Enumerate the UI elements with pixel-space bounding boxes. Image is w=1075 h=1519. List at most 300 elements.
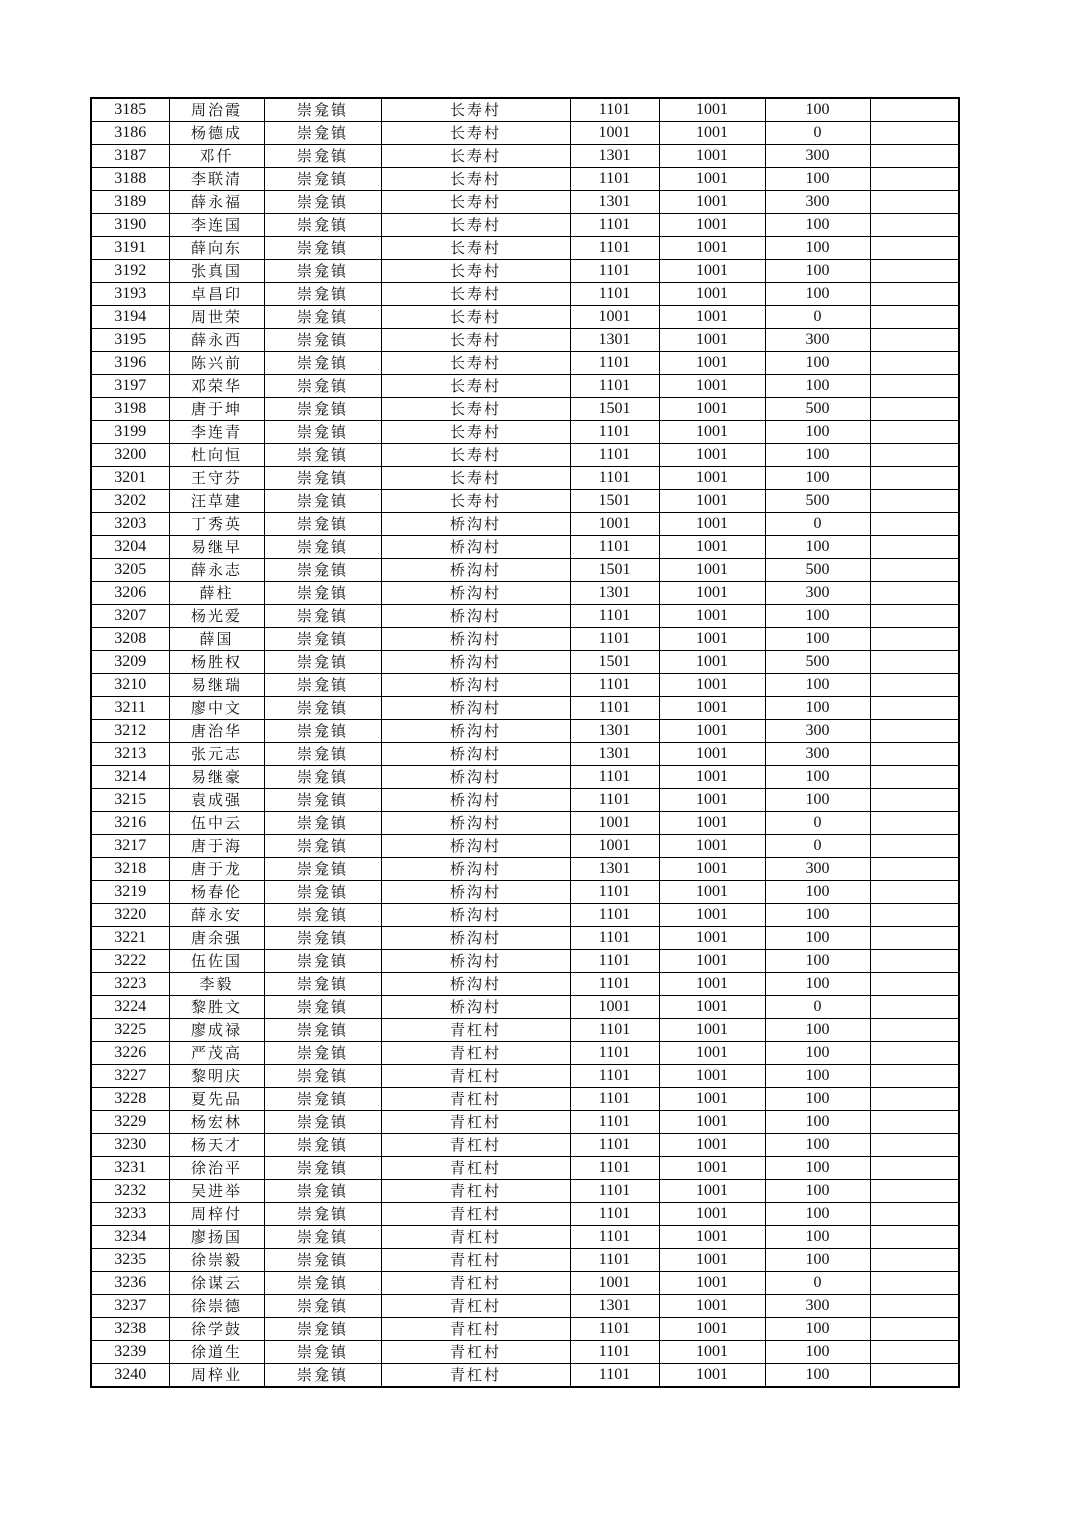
name-cell: 杨天才 — [169, 1134, 264, 1157]
code-b-cell: 1001 — [659, 904, 765, 927]
table-row — [91, 145, 959, 168]
name-cell: 徐道生 — [169, 1341, 264, 1364]
name-cell: 周治霞 — [169, 98, 264, 122]
code-b-cell: 1001 — [659, 1019, 765, 1042]
row-number-cell: 3226 — [91, 1042, 169, 1065]
table-row — [91, 1111, 959, 1134]
note-cell — [870, 467, 959, 490]
code-a-cell: 1101 — [570, 973, 659, 996]
row-number-cell: 3212 — [91, 720, 169, 743]
row-number-cell: 3199 — [91, 421, 169, 444]
code-b-cell: 1001 — [659, 1341, 765, 1364]
village-cell: 长寿村 — [381, 214, 570, 237]
note-cell — [870, 490, 959, 513]
note-cell — [870, 835, 959, 858]
row-number-cell: 3220 — [91, 904, 169, 927]
village-cell: 青杠村 — [381, 1134, 570, 1157]
name-cell: 杨春伦 — [169, 881, 264, 904]
row-number-cell: 3227 — [91, 1065, 169, 1088]
table-row — [91, 881, 959, 904]
amount-cell: 100 — [765, 628, 870, 651]
amount-cell: 100 — [765, 1042, 870, 1065]
name-cell: 杨光爱 — [169, 605, 264, 628]
name-cell: 周梓付 — [169, 1203, 264, 1226]
code-b-cell: 1001 — [659, 996, 765, 1019]
code-b-cell: 1001 — [659, 536, 765, 559]
code-a-cell: 1101 — [570, 789, 659, 812]
note-cell — [870, 743, 959, 766]
table-row — [91, 1134, 959, 1157]
code-a-cell: 1501 — [570, 559, 659, 582]
table-row — [91, 214, 959, 237]
village-cell: 桥沟村 — [381, 605, 570, 628]
amount-cell: 100 — [765, 1065, 870, 1088]
amount-cell: 100 — [765, 536, 870, 559]
amount-cell: 100 — [765, 352, 870, 375]
amount-cell: 100 — [765, 1180, 870, 1203]
town-cell: 崇龛镇 — [264, 1180, 381, 1203]
row-number-cell: 3194 — [91, 306, 169, 329]
code-b-cell: 1001 — [659, 927, 765, 950]
note-cell — [870, 996, 959, 1019]
note-cell — [870, 145, 959, 168]
note-cell — [870, 168, 959, 191]
code-a-cell: 1101 — [570, 1226, 659, 1249]
village-cell: 长寿村 — [381, 329, 570, 352]
row-number-cell: 3197 — [91, 375, 169, 398]
name-cell: 唐余强 — [169, 927, 264, 950]
town-cell: 崇龛镇 — [264, 1157, 381, 1180]
town-cell: 崇龛镇 — [264, 881, 381, 904]
note-cell — [870, 306, 959, 329]
code-a-cell: 1101 — [570, 1180, 659, 1203]
name-cell: 黎明庆 — [169, 1065, 264, 1088]
name-cell: 易继豪 — [169, 766, 264, 789]
code-b-cell: 1001 — [659, 444, 765, 467]
town-cell: 崇龛镇 — [264, 766, 381, 789]
amount-cell: 300 — [765, 191, 870, 214]
row-number-cell: 3238 — [91, 1318, 169, 1341]
name-cell: 唐于龙 — [169, 858, 264, 881]
name-cell: 袁成强 — [169, 789, 264, 812]
row-number-cell: 3211 — [91, 697, 169, 720]
name-cell: 严茂高 — [169, 1042, 264, 1065]
village-cell: 长寿村 — [381, 421, 570, 444]
row-number-cell: 3198 — [91, 398, 169, 421]
town-cell: 崇龛镇 — [264, 306, 381, 329]
amount-cell: 100 — [765, 1341, 870, 1364]
note-cell — [870, 421, 959, 444]
note-cell — [870, 651, 959, 674]
town-cell: 崇龛镇 — [264, 191, 381, 214]
table-row — [91, 950, 959, 973]
amount-cell: 100 — [765, 1249, 870, 1272]
table-row — [91, 1180, 959, 1203]
code-a-cell: 1101 — [570, 950, 659, 973]
amount-cell: 100 — [765, 1226, 870, 1249]
code-b-cell: 1001 — [659, 720, 765, 743]
code-b-cell: 1001 — [659, 651, 765, 674]
row-number-cell: 3209 — [91, 651, 169, 674]
table-row — [91, 1203, 959, 1226]
village-cell: 桥沟村 — [381, 904, 570, 927]
name-cell: 薛永福 — [169, 191, 264, 214]
village-cell: 长寿村 — [381, 306, 570, 329]
town-cell: 崇龛镇 — [264, 375, 381, 398]
town-cell: 崇龛镇 — [264, 260, 381, 283]
town-cell: 崇龛镇 — [264, 950, 381, 973]
row-number-cell: 3214 — [91, 766, 169, 789]
code-b-cell: 1001 — [659, 513, 765, 536]
name-cell: 廖扬国 — [169, 1226, 264, 1249]
name-cell: 李毅 — [169, 973, 264, 996]
code-b-cell: 1001 — [659, 674, 765, 697]
village-cell: 桥沟村 — [381, 973, 570, 996]
code-b-cell: 1001 — [659, 743, 765, 766]
code-a-cell: 1101 — [570, 1042, 659, 1065]
amount-cell: 100 — [765, 98, 870, 122]
code-b-cell: 1001 — [659, 1134, 765, 1157]
code-b-cell: 1001 — [659, 168, 765, 191]
row-number-cell: 3232 — [91, 1180, 169, 1203]
code-a-cell: 1101 — [570, 927, 659, 950]
town-cell: 崇龛镇 — [264, 467, 381, 490]
table-row — [91, 904, 959, 927]
town-cell: 崇龛镇 — [264, 513, 381, 536]
table-row — [91, 789, 959, 812]
code-a-cell: 1101 — [570, 1111, 659, 1134]
note-cell — [870, 766, 959, 789]
code-a-cell: 1101 — [570, 766, 659, 789]
code-a-cell: 1301 — [570, 1295, 659, 1318]
code-a-cell: 1101 — [570, 1364, 659, 1388]
code-b-cell: 1001 — [659, 835, 765, 858]
town-cell: 崇龛镇 — [264, 674, 381, 697]
code-a-cell: 1301 — [570, 858, 659, 881]
town-cell: 崇龛镇 — [264, 996, 381, 1019]
row-number-cell: 3239 — [91, 1341, 169, 1364]
table-row — [91, 1341, 959, 1364]
code-b-cell: 1001 — [659, 283, 765, 306]
table-row — [91, 766, 959, 789]
note-cell — [870, 1180, 959, 1203]
name-cell: 丁秀英 — [169, 513, 264, 536]
name-cell: 薛向东 — [169, 237, 264, 260]
code-a-cell: 1501 — [570, 651, 659, 674]
village-cell: 长寿村 — [381, 283, 570, 306]
note-cell — [870, 375, 959, 398]
note-cell — [870, 191, 959, 214]
amount-cell: 100 — [765, 1364, 870, 1388]
town-cell: 崇龛镇 — [264, 720, 381, 743]
amount-cell: 100 — [765, 927, 870, 950]
town-cell: 崇龛镇 — [264, 1341, 381, 1364]
note-cell — [870, 697, 959, 720]
name-cell: 徐谋云 — [169, 1272, 264, 1295]
amount-cell: 100 — [765, 1019, 870, 1042]
town-cell: 崇龛镇 — [264, 398, 381, 421]
code-b-cell: 1001 — [659, 1295, 765, 1318]
code-b-cell: 1001 — [659, 375, 765, 398]
row-number-cell: 3222 — [91, 950, 169, 973]
row-number-cell: 3186 — [91, 122, 169, 145]
row-number-cell: 3215 — [91, 789, 169, 812]
code-a-cell: 1101 — [570, 375, 659, 398]
town-cell: 崇龛镇 — [264, 605, 381, 628]
amount-cell: 100 — [765, 283, 870, 306]
code-a-cell: 1101 — [570, 1088, 659, 1111]
table-row — [91, 996, 959, 1019]
table-row — [91, 743, 959, 766]
village-cell: 青杠村 — [381, 1295, 570, 1318]
village-cell: 桥沟村 — [381, 789, 570, 812]
row-number-cell: 3213 — [91, 743, 169, 766]
table-row — [91, 1226, 959, 1249]
amount-cell: 100 — [765, 904, 870, 927]
town-cell: 崇龛镇 — [264, 1111, 381, 1134]
code-a-cell: 1101 — [570, 467, 659, 490]
code-a-cell: 1101 — [570, 1318, 659, 1341]
name-cell: 杨宏林 — [169, 1111, 264, 1134]
amount-cell: 100 — [765, 467, 870, 490]
amount-cell: 100 — [765, 973, 870, 996]
table-row — [91, 1157, 959, 1180]
amount-cell: 100 — [765, 950, 870, 973]
table-row — [91, 513, 959, 536]
town-cell: 崇龛镇 — [264, 651, 381, 674]
town-cell: 崇龛镇 — [264, 628, 381, 651]
code-b-cell: 1001 — [659, 398, 765, 421]
note-cell — [870, 559, 959, 582]
amount-cell: 300 — [765, 743, 870, 766]
code-b-cell: 1001 — [659, 1065, 765, 1088]
table-row — [91, 421, 959, 444]
village-cell: 青杠村 — [381, 1180, 570, 1203]
village-cell: 桥沟村 — [381, 950, 570, 973]
amount-cell: 100 — [765, 375, 870, 398]
village-cell: 长寿村 — [381, 168, 570, 191]
table-row — [91, 329, 959, 352]
row-number-cell: 3237 — [91, 1295, 169, 1318]
row-number-cell: 3205 — [91, 559, 169, 582]
town-cell: 崇龛镇 — [264, 490, 381, 513]
amount-cell: 300 — [765, 329, 870, 352]
village-cell: 青杠村 — [381, 1111, 570, 1134]
town-cell: 崇龛镇 — [264, 1364, 381, 1388]
town-cell: 崇龛镇 — [264, 1134, 381, 1157]
amount-cell: 500 — [765, 651, 870, 674]
code-b-cell: 1001 — [659, 881, 765, 904]
amount-cell: 100 — [765, 1203, 870, 1226]
row-number-cell: 3228 — [91, 1088, 169, 1111]
code-a-cell: 1101 — [570, 260, 659, 283]
row-number-cell: 3236 — [91, 1272, 169, 1295]
row-number-cell: 3233 — [91, 1203, 169, 1226]
amount-cell: 300 — [765, 720, 870, 743]
amount-cell: 100 — [765, 1088, 870, 1111]
code-a-cell: 1101 — [570, 881, 659, 904]
village-cell: 长寿村 — [381, 122, 570, 145]
village-cell: 长寿村 — [381, 490, 570, 513]
row-number-cell: 3225 — [91, 1019, 169, 1042]
name-cell: 薛永安 — [169, 904, 264, 927]
village-cell: 青杠村 — [381, 1318, 570, 1341]
code-a-cell: 1101 — [570, 421, 659, 444]
table-row — [91, 490, 959, 513]
code-a-cell: 1101 — [570, 674, 659, 697]
name-cell: 薛永志 — [169, 559, 264, 582]
code-a-cell: 1001 — [570, 1272, 659, 1295]
code-a-cell: 1101 — [570, 214, 659, 237]
note-cell — [870, 605, 959, 628]
note-cell — [870, 1226, 959, 1249]
table-row — [91, 1295, 959, 1318]
amount-cell: 100 — [765, 421, 870, 444]
amount-cell: 100 — [765, 605, 870, 628]
amount-cell: 100 — [765, 260, 870, 283]
table-row — [91, 651, 959, 674]
code-a-cell: 1101 — [570, 168, 659, 191]
row-number-cell: 3230 — [91, 1134, 169, 1157]
row-number-cell: 3231 — [91, 1157, 169, 1180]
amount-cell: 100 — [765, 1111, 870, 1134]
code-a-cell: 1101 — [570, 1157, 659, 1180]
village-cell: 长寿村 — [381, 398, 570, 421]
row-number-cell: 3216 — [91, 812, 169, 835]
name-cell: 张真国 — [169, 260, 264, 283]
note-cell — [870, 1065, 959, 1088]
village-cell: 桥沟村 — [381, 812, 570, 835]
code-b-cell: 1001 — [659, 1042, 765, 1065]
town-cell: 崇龛镇 — [264, 98, 381, 122]
code-a-cell: 1301 — [570, 720, 659, 743]
name-cell: 唐于海 — [169, 835, 264, 858]
code-a-cell: 1101 — [570, 444, 659, 467]
name-cell: 吴进举 — [169, 1180, 264, 1203]
name-cell: 王守芬 — [169, 467, 264, 490]
village-cell: 青杠村 — [381, 1157, 570, 1180]
name-cell: 徐崇德 — [169, 1295, 264, 1318]
name-cell: 易继早 — [169, 536, 264, 559]
town-cell: 崇龛镇 — [264, 1019, 381, 1042]
village-cell: 长寿村 — [381, 191, 570, 214]
name-cell: 薛国 — [169, 628, 264, 651]
amount-cell: 500 — [765, 398, 870, 421]
table-row — [91, 605, 959, 628]
code-b-cell: 1001 — [659, 1157, 765, 1180]
code-b-cell: 1001 — [659, 858, 765, 881]
name-cell: 唐于坤 — [169, 398, 264, 421]
note-cell — [870, 1088, 959, 1111]
code-a-cell: 1101 — [570, 536, 659, 559]
amount-cell: 0 — [765, 122, 870, 145]
note-cell — [870, 674, 959, 697]
amount-cell: 0 — [765, 1272, 870, 1295]
code-a-cell: 1101 — [570, 628, 659, 651]
note-cell — [870, 260, 959, 283]
table-row — [91, 1042, 959, 1065]
table-row — [91, 1065, 959, 1088]
village-cell: 长寿村 — [381, 352, 570, 375]
row-number-cell: 3202 — [91, 490, 169, 513]
village-cell: 长寿村 — [381, 98, 570, 122]
town-cell: 崇龛镇 — [264, 582, 381, 605]
village-cell: 青杠村 — [381, 1272, 570, 1295]
table-row — [91, 1088, 959, 1111]
note-cell — [870, 720, 959, 743]
code-b-cell: 1001 — [659, 697, 765, 720]
amount-cell: 100 — [765, 674, 870, 697]
code-b-cell: 1001 — [659, 1088, 765, 1111]
row-number-cell: 3195 — [91, 329, 169, 352]
village-cell: 桥沟村 — [381, 513, 570, 536]
village-cell: 桥沟村 — [381, 720, 570, 743]
amount-cell: 0 — [765, 812, 870, 835]
note-cell — [870, 398, 959, 421]
village-cell: 桥沟村 — [381, 582, 570, 605]
amount-cell: 0 — [765, 513, 870, 536]
town-cell: 崇龛镇 — [264, 835, 381, 858]
code-b-cell: 1001 — [659, 812, 765, 835]
town-cell: 崇龛镇 — [264, 1065, 381, 1088]
table-row — [91, 812, 959, 835]
name-cell: 陈兴前 — [169, 352, 264, 375]
code-a-cell: 1001 — [570, 513, 659, 536]
town-cell: 崇龛镇 — [264, 812, 381, 835]
village-cell: 长寿村 — [381, 467, 570, 490]
code-a-cell: 1101 — [570, 697, 659, 720]
town-cell: 崇龛镇 — [264, 1318, 381, 1341]
amount-cell: 100 — [765, 881, 870, 904]
code-a-cell: 1001 — [570, 996, 659, 1019]
note-cell — [870, 98, 959, 122]
note-cell — [870, 283, 959, 306]
amount-cell: 100 — [765, 237, 870, 260]
name-cell: 易继瑞 — [169, 674, 264, 697]
village-cell: 桥沟村 — [381, 881, 570, 904]
row-number-cell: 3240 — [91, 1364, 169, 1388]
code-a-cell: 1101 — [570, 1203, 659, 1226]
code-b-cell: 1001 — [659, 214, 765, 237]
code-a-cell: 1101 — [570, 352, 659, 375]
table-row — [91, 1272, 959, 1295]
table-row — [91, 168, 959, 191]
code-a-cell: 1301 — [570, 145, 659, 168]
village-cell: 青杠村 — [381, 1019, 570, 1042]
village-cell: 桥沟村 — [381, 743, 570, 766]
name-cell: 薛永西 — [169, 329, 264, 352]
row-number-cell: 3235 — [91, 1249, 169, 1272]
row-number-cell: 3223 — [91, 973, 169, 996]
amount-cell: 100 — [765, 1318, 870, 1341]
amount-cell: 300 — [765, 858, 870, 881]
table-row — [91, 191, 959, 214]
name-cell: 李联清 — [169, 168, 264, 191]
name-cell: 李连青 — [169, 421, 264, 444]
village-cell: 桥沟村 — [381, 536, 570, 559]
data-table — [90, 97, 960, 1388]
row-number-cell: 3201 — [91, 467, 169, 490]
amount-cell: 100 — [765, 444, 870, 467]
table-row — [91, 674, 959, 697]
note-cell — [870, 904, 959, 927]
name-cell: 徐学鼓 — [169, 1318, 264, 1341]
table-row — [91, 306, 959, 329]
row-number-cell: 3191 — [91, 237, 169, 260]
code-b-cell: 1001 — [659, 306, 765, 329]
note-cell — [870, 214, 959, 237]
note-cell — [870, 1295, 959, 1318]
